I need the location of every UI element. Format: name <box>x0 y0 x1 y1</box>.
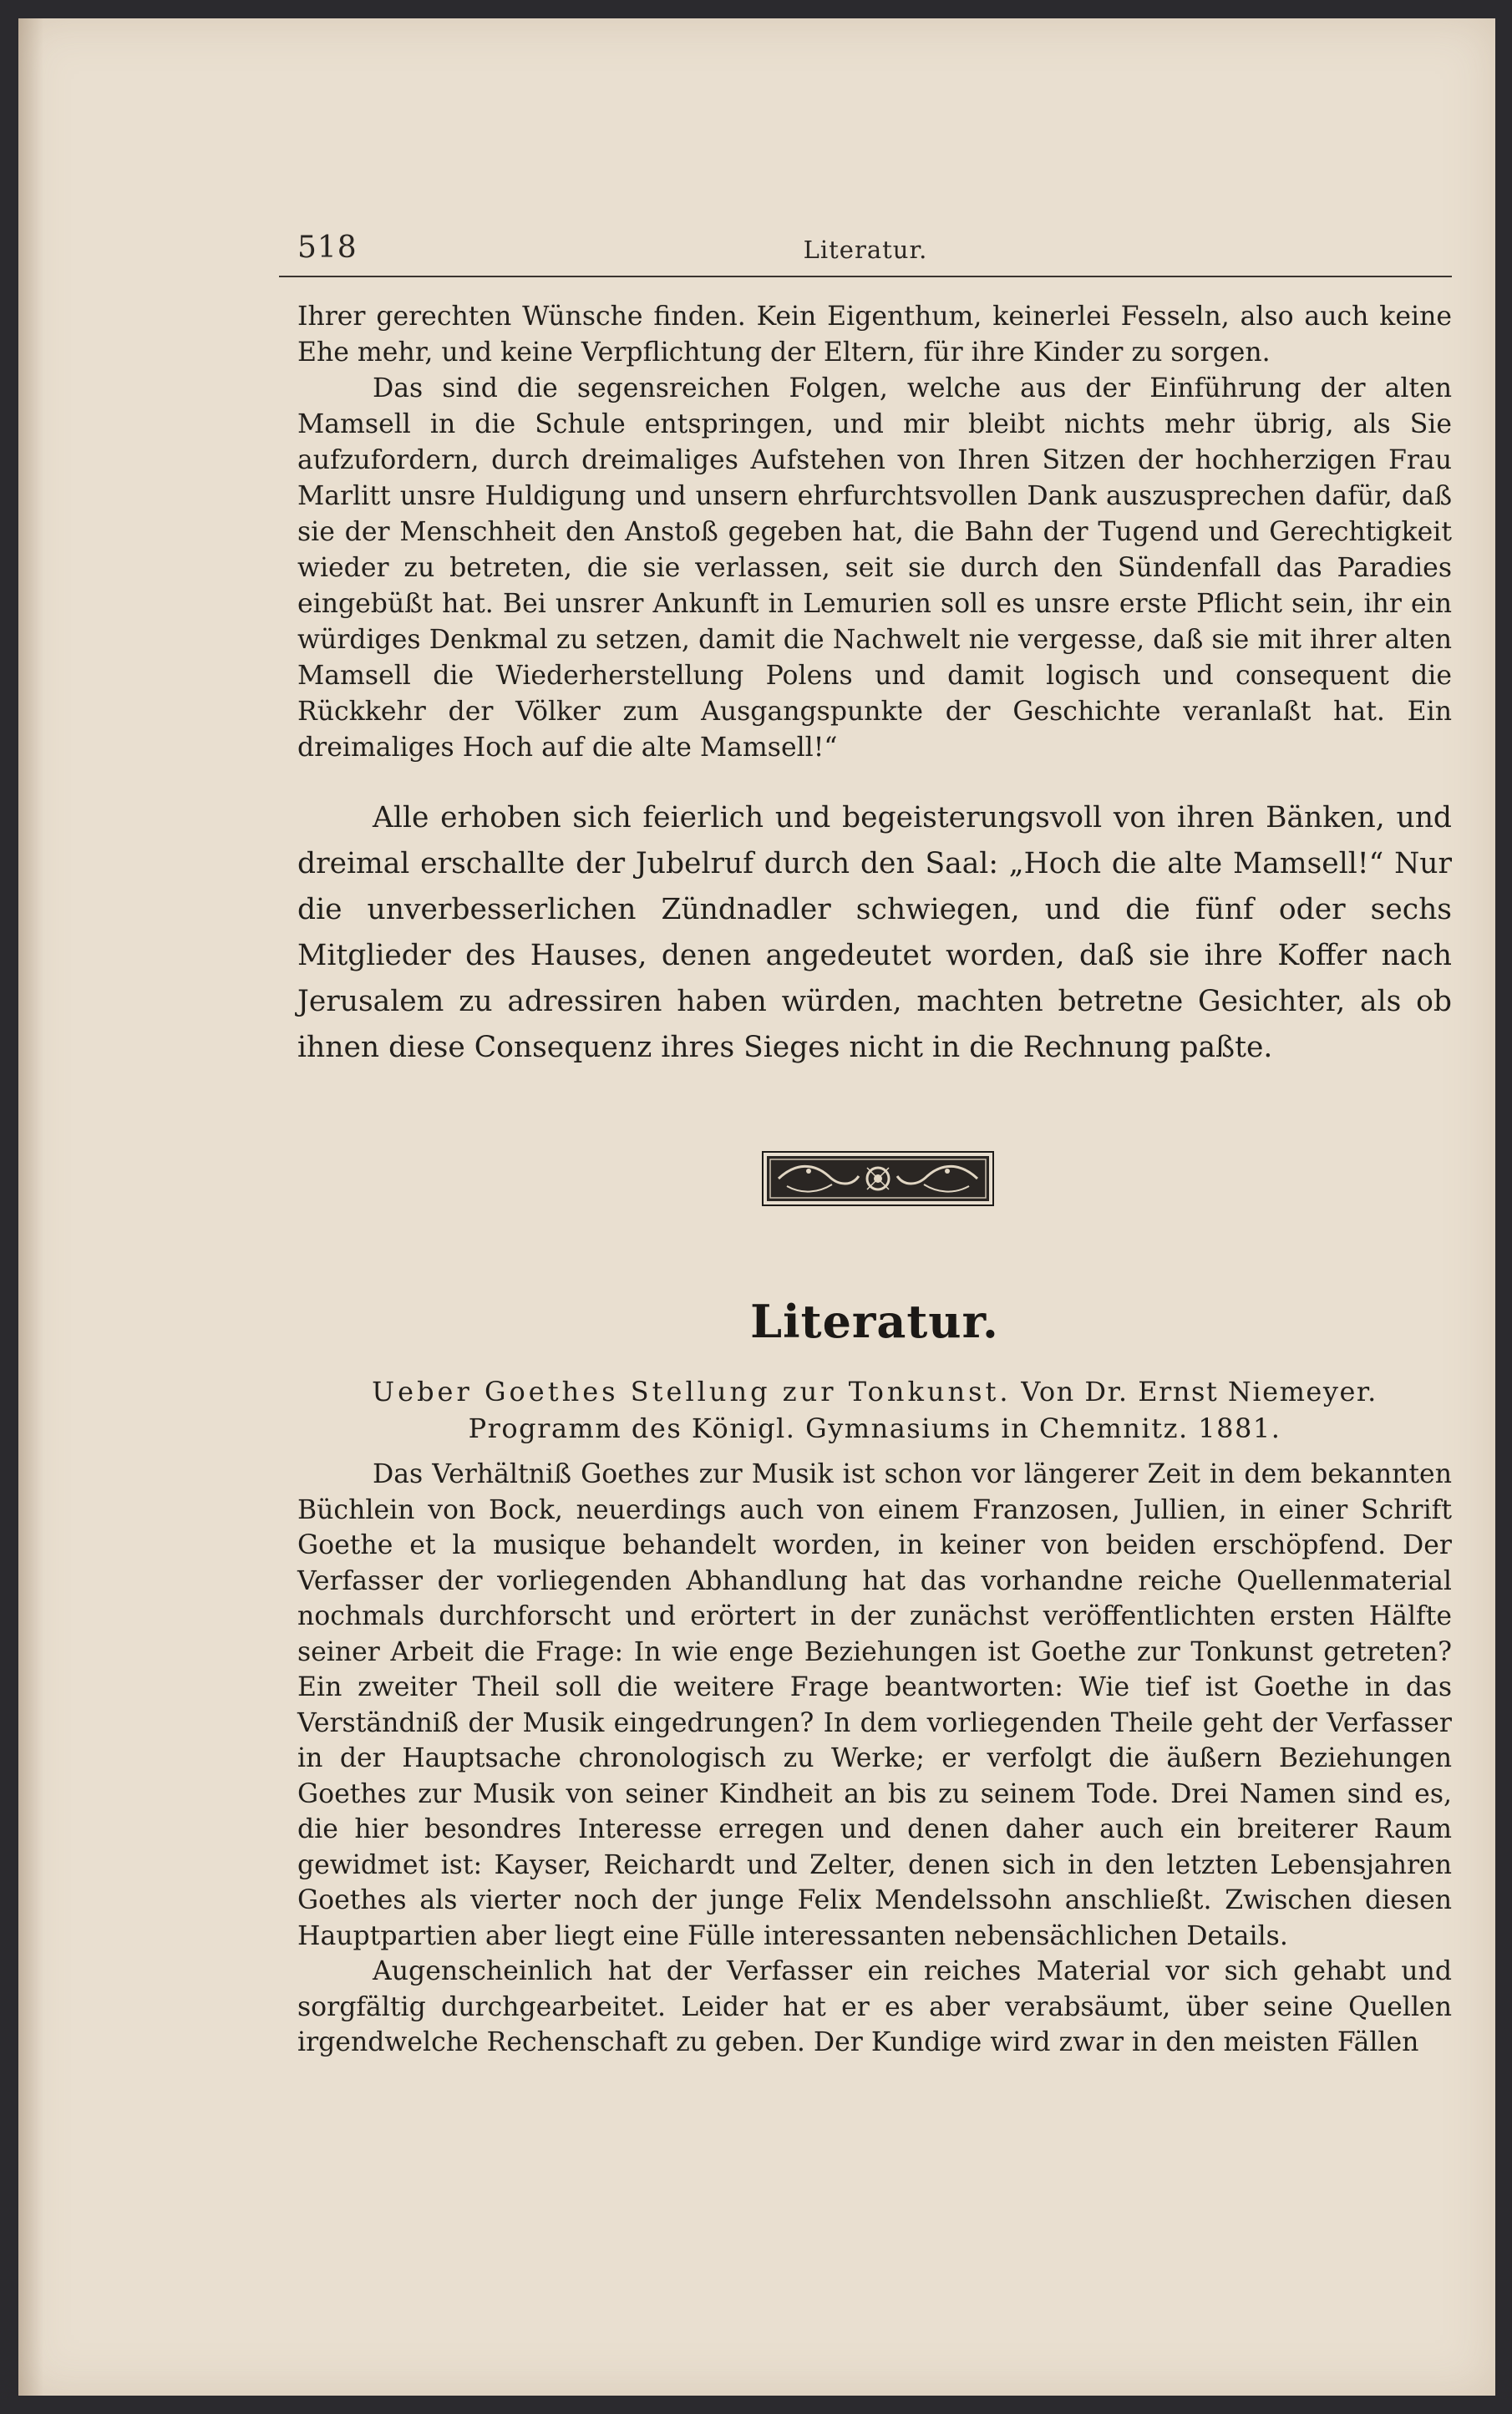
review-title: Ueber Goethes Stellung zur Tonkunst. <box>372 1376 1012 1407</box>
page-header <box>279 226 1452 277</box>
review-source: Programm des Königl. Gymnasiums in Chemnitz. 1881. <box>468 1412 1281 1444</box>
narrative-block <box>297 795 1452 1071</box>
page-number: 518 <box>297 231 358 265</box>
ornament-vignette-icon <box>762 1151 994 1206</box>
section-title: Literatur. <box>750 1295 999 1348</box>
running-head: Literatur. <box>803 236 928 264</box>
paragraph: Das Verhältniß Goethes zur Musik ist schon vor längerer Zeit in dem bekannten Büchlein von Bock, neuerdings auch von einem Franzosen, Jullien, in einer Schrift Goethe et la musique behandelt worden, in keiner von beiden erschöpfend. Der Verfasser der vorliegenden Abhandlung hat das vorhandne reiche Quellenmaterial nochmals durchforscht und erörtert in der zunächst veröffentlichten ersten Hälfte seiner Arbeit die Frage: In wie enge Beziehungen ist Goethe zur Tonkunst getreten? Ein zweiter Theil soll die weitere Frage beantworten: Wie tief ist Goethe in das Verständniß der Musik eingedrungen? In dem vorliegenden Theile geht der Verfasser in der Hauptsache chronologisch zu Werke; er verfolgt die äußern Beziehungen Goethes zur Musik von seiner Kindheit an bis zu seinem Tode. Drei Namen sind es, die hier besondres Interesse erregen und denen daher auch ein breiterer Raum gewidmet ist: Kayser, Reichardt und Zelter, denen sich in den letzten Lebensjahren Goethes als vierter noch der junge Felix Mendelssohn anschließt. Zwischen diesen Hauptpartien aber liegt eine Fülle interessanten nebensächlichen Details. <box>297 1459 1452 1951</box>
paragraph: Ihrer gerechten Wünsche finden. Kein Eigenthum, keinerlei Fesseln, also auch keine Ehe mehr, und keine Verpflichtung der Eltern, für ihre Kinder zu sorgen. <box>297 302 1452 368</box>
paragraph: Das sind die segensreichen Folgen, welche aus der Einführung der alten Mamsell in die Schule entspringen, und mir bleibt nichts mehr übrig, als Sie aufzufordern, durch dreimaliges Aufstehen von Ihren Sitzen der hochherzigen Frau Marlitt unsre Huldigung und unsern ehrfurchtsvollen Dank auszusprechen dafür, daß sie der Menschheit den Anstoß gegeben hat, die Bahn der Tugend und Gerechtigkeit wieder zu betreten, die sie verlassen, seit sie durch den Sündenfall das Paradies eingebüßt hat. Bei unsrer Ankunft in Lemurien soll es unsre erste Pflicht sein, ihr ein würdiges Denkmal zu setzen, damit die Nachwelt nie vergesse, daß sie mit ihrer alten Mamsell die Wiederherstellung Polens und damit logisch und consequent die Rückkehr der Völker zum Ausgangspunkte der Geschichte veranlaßt hat. Ein dreimaliges Hoch auf die alte Mamsell!“ <box>297 373 1452 763</box>
paragraph: Augenscheinlich hat der Verfasser ein reiches Material vor sich gehabt und sorgfältig durchgearbeitet. Leider hat er es aber verabsäumt, über seine Quellen irgendwelche Rechenschaft zu geben. Der Kundige wird zwar in den meisten Fällen <box>297 1956 1452 2057</box>
page <box>18 18 1495 2396</box>
page-spine-shadow <box>18 18 43 2396</box>
review-body <box>297 1457 1452 2061</box>
review-author: Von Dr. Ernst Niemeyer. <box>1021 1376 1378 1407</box>
review-heading <box>297 1373 1452 1447</box>
paragraph: Alle erhoben sich feierlich und begeisterungsvoll von ihren Bänken, und dreimal erschallte der Jubelruf durch den Saal: „Hoch die alte Mamsell!“ Nur die unverbesserlichen Zündnadler schwiegen, und die fünf oder sechs Mitglieder des Hauses, denen angedeutet worden, daß sie ihre Koffer nach Jerusalem zu adressiren haben würden, machten betretne Gesichter, als ob ihnen diese Consequenz ihres Sieges nicht in die Rechnung paßte. <box>297 801 1452 1064</box>
speech-block <box>297 299 1452 766</box>
